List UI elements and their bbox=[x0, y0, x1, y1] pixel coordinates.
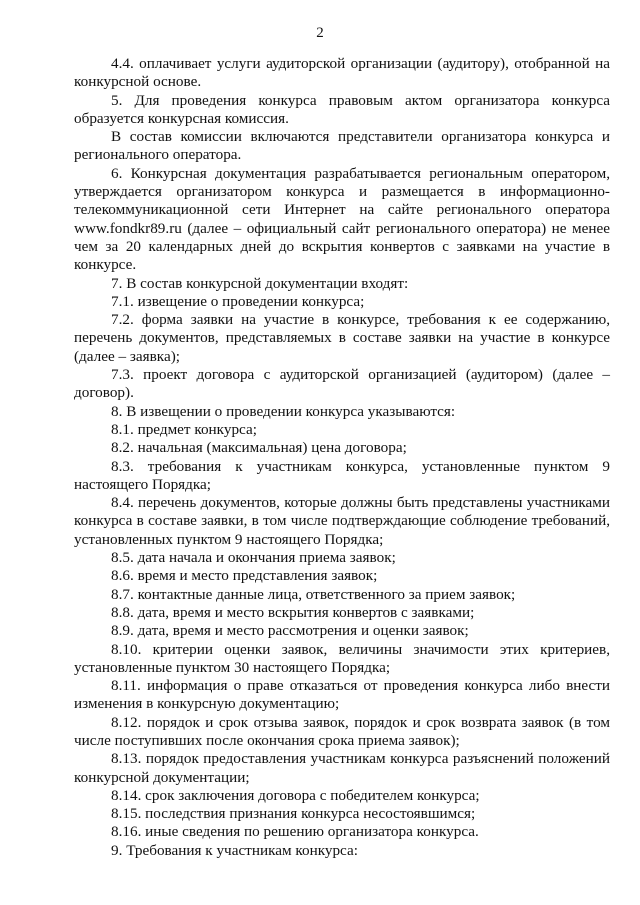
document-body bbox=[74, 55, 610, 860]
paragraph: 7.3. проект договора с аудиторской организацией (аудитором) (далее – договор). bbox=[74, 366, 610, 402]
paragraph: 9. Требования к участникам конкурса: bbox=[111, 841, 358, 859]
paragraph: 8.7. контактные данные лица, ответственного за прием заявок; bbox=[111, 585, 516, 603]
paragraph: 8.4. перечень документов, которые должны быть представлены участниками конкурса в составе заявки, в том числе подтверждающие соблюдение требований, установленных пунктом 9 настоящего Порядка; bbox=[74, 494, 610, 548]
paragraph: 8.5. дата начала и окончания приема заявок; bbox=[111, 549, 396, 567]
paragraph: 8.14. срок заключения договора с победителем конкурса; bbox=[111, 786, 480, 804]
paragraph: 8. В извещении о проведении конкурса указываются: bbox=[111, 402, 456, 420]
paragraph: 7. В состав конкурсной документации входят: bbox=[111, 274, 409, 292]
paragraph: 5. Для проведения конкурса правовым актом организатора конкурса образуется конкурсная комиссия. bbox=[74, 91, 610, 127]
paragraph: 8.12. порядок и срок отзыва заявок, порядок и срок возврата заявок (в том числе поступивших после окончания срока приема заявок); bbox=[74, 713, 610, 749]
paragraph: 8.11. информация о праве отказаться от проведения конкурса либо внести изменения в конкурсную документацию; bbox=[74, 677, 610, 713]
paragraph: 4.4. оплачивает услуги аудиторской организации (аудитору), отобранной на конкурсной основе. bbox=[74, 55, 610, 91]
page-number: 2 bbox=[316, 25, 324, 41]
paragraph: 8.13. порядок предоставления участникам конкурса разъяснений положений конкурсной документации; bbox=[74, 750, 610, 786]
paragraph: 8.3. требования к участникам конкурса, установленные пунктом 9 настоящего Порядка; bbox=[74, 457, 610, 493]
paragraph: 8.10. критерии оценки заявок, величины значимости этих критериев, установленные пунктом 30 настоящего Порядка; bbox=[74, 640, 610, 676]
paragraph: 8.6. время и место представления заявок; bbox=[111, 567, 378, 585]
paragraph: 8.2. начальная (максимальная) цена договора; bbox=[111, 439, 407, 457]
paragraph: 7.2. форма заявки на участие в конкурсе, требования к ее содержанию, перечень документов, представляемых в составе заявки на участие в конкурсе (далее – заявка); bbox=[74, 311, 610, 365]
paragraph: 8.9. дата, время и место рассмотрения и оценки заявок; bbox=[111, 622, 469, 640]
paragraph: 8.8. дата, время и место вскрытия конвертов с заявками; bbox=[111, 603, 475, 621]
paragraph: 7.1. извещение о проведении конкурса; bbox=[111, 292, 365, 310]
paragraph: 8.16. иные сведения по решению организатора конкурса. bbox=[111, 823, 479, 841]
paragraph: В состав комиссии включаются представители организатора конкурса и регионального оператора. bbox=[74, 128, 610, 164]
paragraph: 6. Конкурсная документация разрабатывается региональным оператором, утверждается организатором конкурса и размещается в информационно-телекоммуникационной сети Интернет на сайте регионального оператора www.fondkr89.ru (далее – официальный сайт регионального оператора) не менее чем за 20 календарных дней до вскрытия конвертов с заявками на участие в конкурсе. bbox=[74, 164, 610, 274]
paragraph: 8.1. предмет конкурса; bbox=[111, 420, 257, 438]
paragraph: 8.15. последствия признания конкурса несостоявшимся; bbox=[111, 805, 476, 823]
